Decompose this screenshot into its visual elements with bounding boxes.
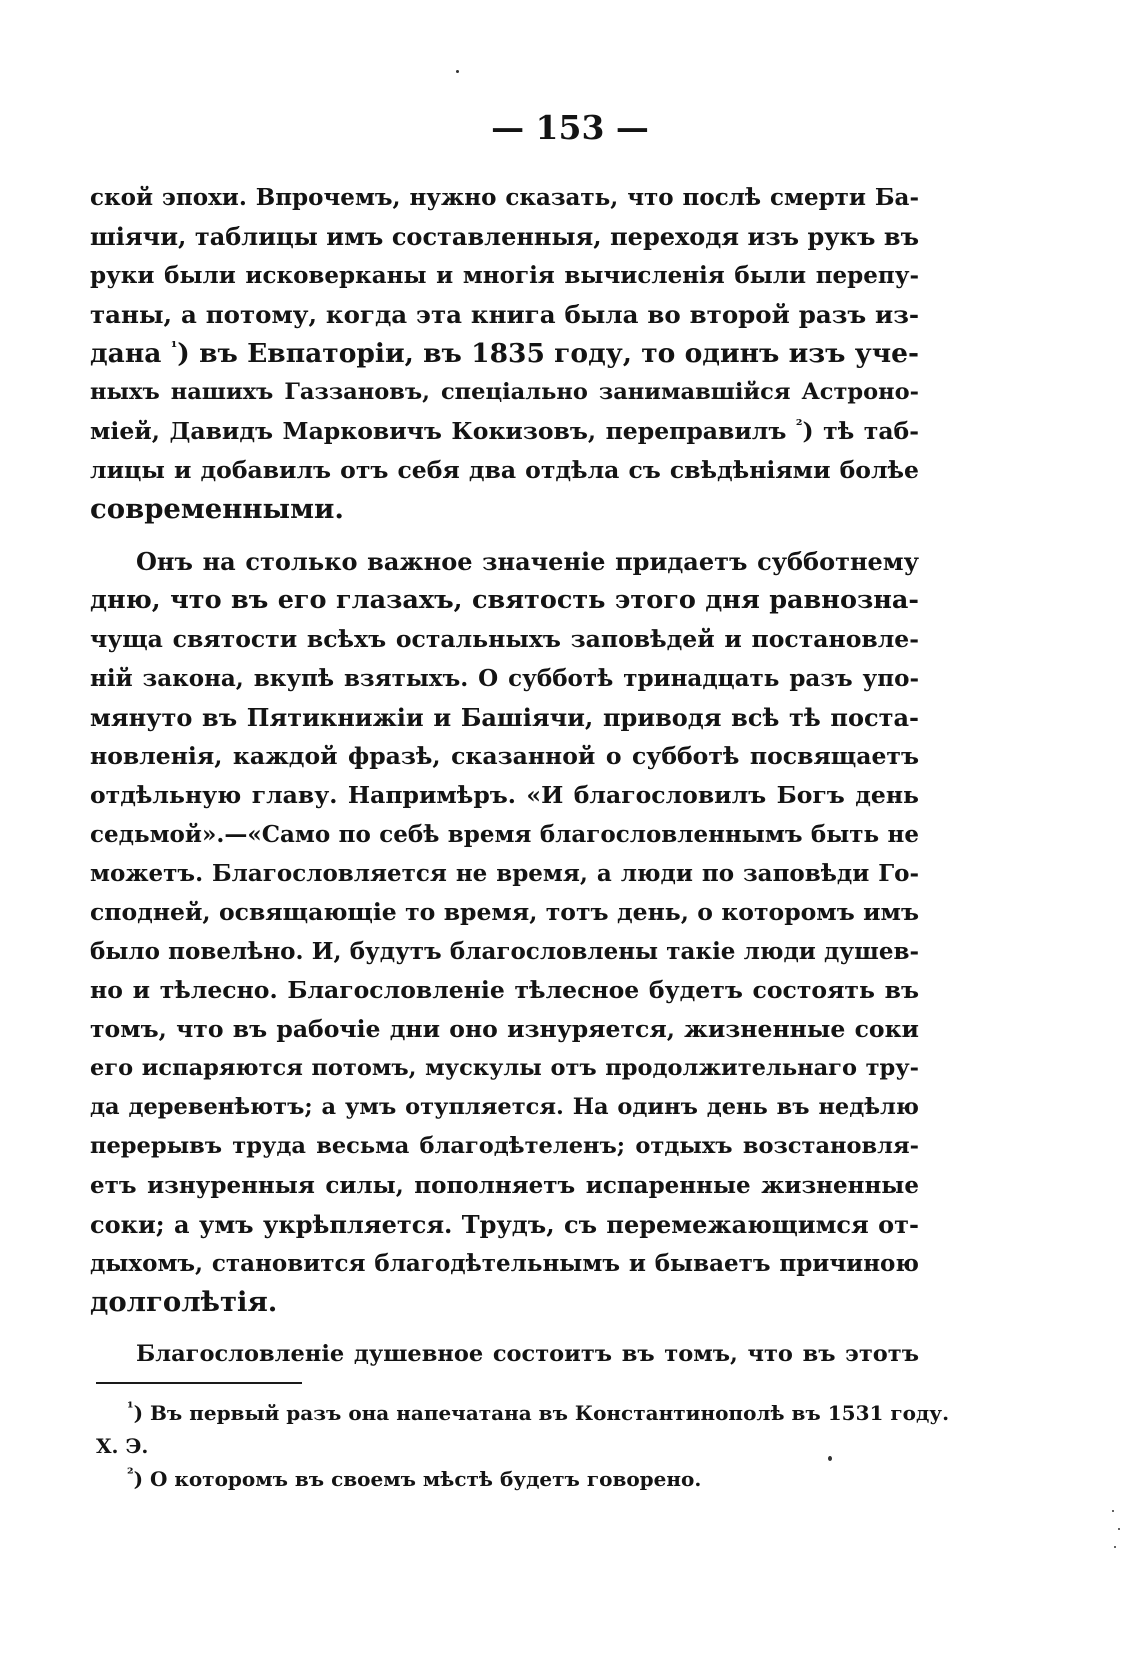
text-line: міей, Давидъ Марковичъ Кокизовъ, переправилъ $^{^2}$) тѣ таб- [90, 416, 919, 445]
text-line: чуща святости всѣхъ остальныхъ заповѣдей и постановле- [90, 625, 919, 653]
text-line: дана $^{^1}$) въ Евпаторіи, въ 1835 году, то одинъ изъ уче- [90, 338, 919, 369]
ink-speck [456, 70, 459, 73]
text-line: можетъ. Благословляется не время, а люди по заповѣди Го- [90, 860, 919, 887]
ink-speck [1112, 1510, 1114, 1512]
ink-speck [828, 1456, 832, 1461]
text-line: современными. [90, 493, 344, 525]
ink-speck [1114, 1546, 1116, 1548]
text-line: сподней, освящающіе то время, тотъ день, о которомъ имъ [90, 898, 919, 926]
body-text [90, 178, 919, 1374]
text-line: долголѣтія. [90, 1286, 278, 1318]
ink-speck [1118, 1528, 1120, 1530]
text-line: ній закона, вкупѣ взятыхъ. О субботѣ тринадцать разъ упо- [90, 665, 919, 692]
footnotes [96, 1397, 950, 1496]
paragraph [90, 542, 919, 1322]
text-line: отдѣльную главу. Напримѣръ. «И благословилъ Богъ день [90, 781, 919, 809]
paragraph [90, 1335, 919, 1374]
text-line: соки; а умъ укрѣпляется. Трудъ, съ перемежающимся от- [90, 1210, 919, 1239]
text-line: было повелѣно. И, будутъ благословлены такіе люди душев- [90, 938, 919, 965]
footnote: $^{^1}$) Въ первый разъ она напечатана въ Константинополѣ въ 1531 году. [127, 1398, 950, 1425]
text-line: седьмой».—«Само по себѣ время благословленнымъ быть не [90, 821, 919, 848]
text-line: руки были исковерканы и многія вычисленія были перепу- [90, 262, 919, 289]
text-line: его испаряются потомъ, мускулы отъ продолжительнаго тру- [90, 1055, 919, 1081]
text-line: да деревенѣютъ; а умъ отупляется. На одинъ день въ недѣлю [90, 1094, 919, 1120]
footnote-rule [96, 1382, 302, 1384]
text-line: мянуто въ Пятикнижіи и Башіячи, приводя всѣ тѣ поста- [90, 703, 919, 732]
page-number: — 153 — [491, 108, 649, 147]
text-line: новленія, каждой фразѣ, сказанной о субботѣ посвящаетъ [90, 742, 919, 770]
text-line: но и тѣлесно. Благословленіе тѣлесное будетъ состоять въ [90, 976, 919, 1004]
text-line: ныхъ нашихъ Газзановъ, спеціально занимавшійся Астроно- [90, 379, 919, 405]
text-line: Онъ на столько важное значеніе придаетъ субботнему [136, 547, 919, 576]
text-line: дню, что въ его глазахъ, святость этого дня равнозна- [90, 585, 919, 615]
text-line: етъ изнуренныя силы, пополняетъ испаренные жизненные [90, 1172, 919, 1199]
text-line: перерывъ труда весьма благодѣтеленъ; отдыхъ возстановля- [90, 1133, 919, 1159]
text-line: лицы и добавилъ отъ себя два отдѣла съ свѣдѣніями болѣе [90, 456, 919, 484]
text-line: шіячи, таблицы имъ составленныя, переходя изъ рукъ въ [90, 222, 919, 251]
text-line: Благословленіе душевное состоитъ въ томъ, что въ этотъ [136, 1341, 919, 1367]
paragraph [90, 178, 919, 529]
footnote-continuation: Х. Э. [96, 1434, 149, 1458]
footnote: $^{^2}$) О которомъ въ своемъ мѣстѣ будетъ говорено. [127, 1464, 702, 1491]
text-line: ской эпохи. Впрочемъ, нужно сказать, что послѣ смерти Ба- [90, 184, 919, 211]
text-line: дыхомъ, становится благодѣтельнымъ и бываетъ причиною [90, 1250, 919, 1277]
text-line: таны, а потому, когда эта книга была во второй разъ из- [90, 300, 919, 329]
text-line: томъ, что въ рабочіе дни оно изнуряется, жизненные соки [90, 1015, 919, 1043]
